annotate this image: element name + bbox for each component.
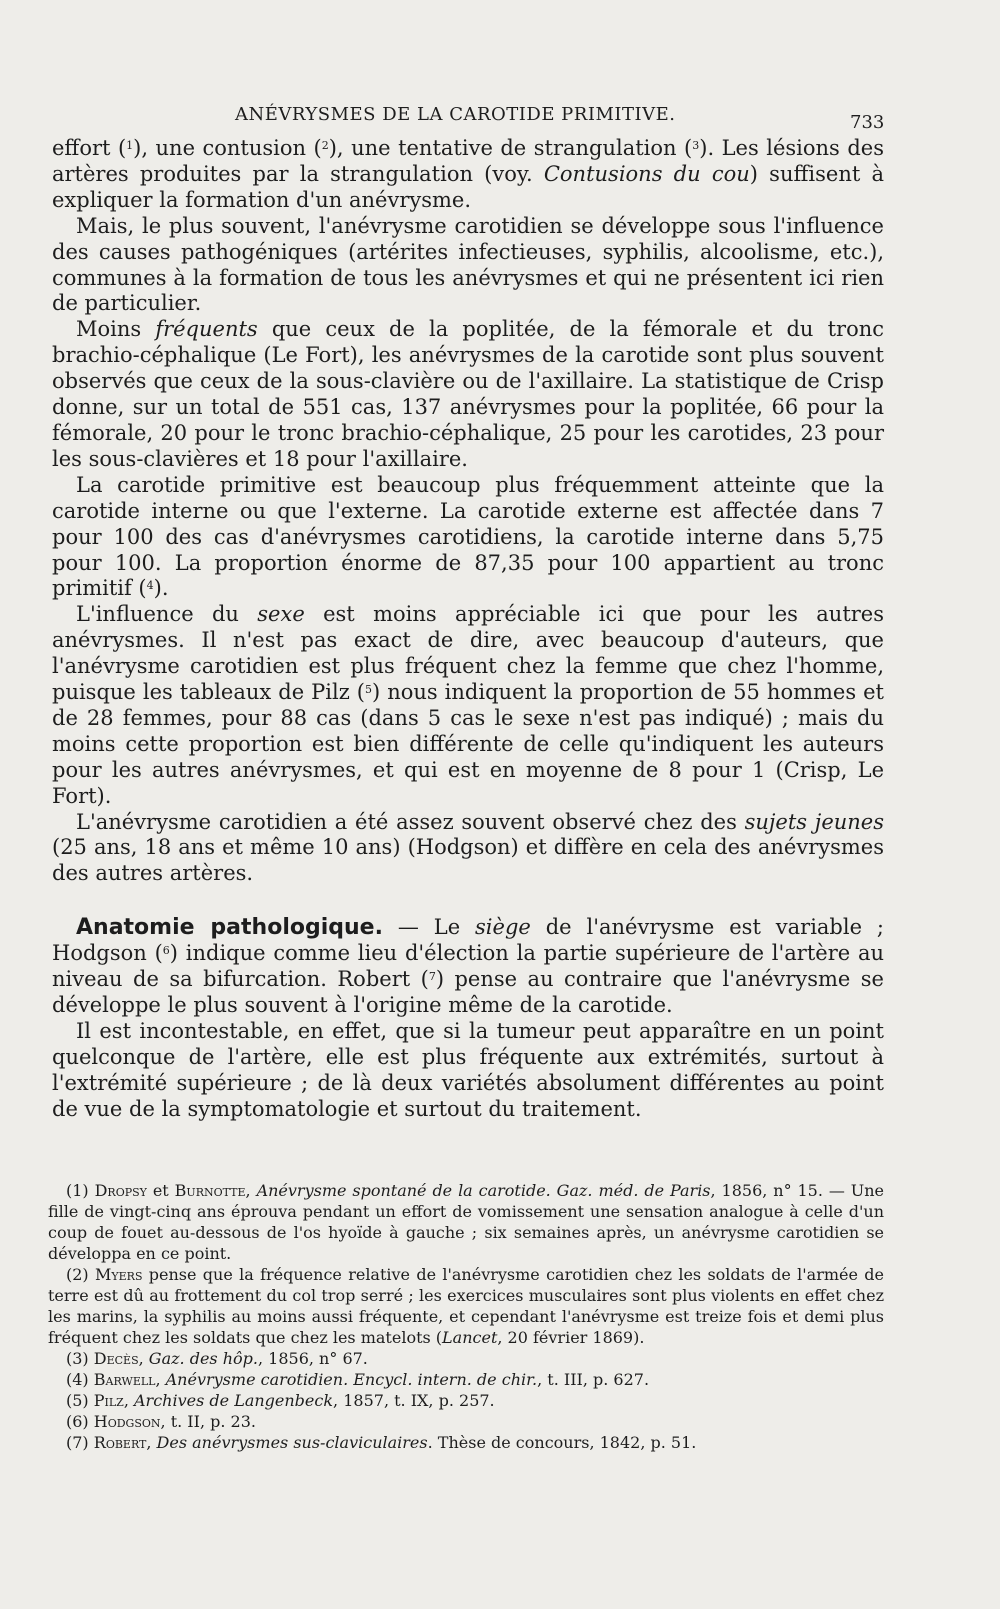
paragraph-2: Mais, le plus souvent, l'anévrysme carotidien se développe sous l'influence des causes pathogéniques (artérites infectieuses, syphilis, alcoolisme, etc.), communes à la formation de tous les anévrysmes et qui ne présentent ici rien de particulier.	[52, 213, 884, 316]
text: ). Les lésions des artères produites par la strangulation (voy.	[52, 136, 884, 186]
author-name: Hodgson	[93, 1412, 161, 1431]
text: ) nous indiquent la proportion de 55 hommes et de 28 femmes, pour 88 cas (dans 5 cas le sexe n'est pas indiqué) ; mais du moins cette proportion est bien différente de celle qu'indiquent les auteurs pour les autres anévrysmes, et qui est en moyenne de 8 pour 1 (Crisp, Le Fort).	[52, 680, 884, 808]
italic-text: Anévrysme carotidien. Encycl. intern. de chir.	[165, 1370, 538, 1389]
author-name: Decès	[93, 1349, 139, 1368]
italic-text: sujets jeunes	[744, 809, 885, 834]
text: ,	[146, 1433, 157, 1452]
footnote-number: (6)	[66, 1412, 89, 1431]
author-name: Barwell	[93, 1370, 156, 1389]
footnote-number: (2)	[66, 1265, 89, 1284]
text: ) suffisent à expliquer la formation d'un anévrysme.	[52, 161, 885, 212]
text: , t. III, p. 627.	[537, 1370, 650, 1389]
footnote-4	[48, 1369, 884, 1390]
footnote-number: (7)	[66, 1433, 89, 1452]
text: ), une tentative de strangulation (	[328, 136, 693, 160]
text: ,	[245, 1181, 257, 1200]
text: La carotide primitive est beaucoup plus fréquemment atteinte que la carotide interne ou que l'externe. La carotide externe est affectée dans 7 pour 100 des cas d'anévrysmes carotidiens, la carotide interne dans 5,75 pour 100. La proportion énorme de 87,35 pour 100 appartient au tronc primitif (	[52, 472, 884, 601]
footnote-ref: 1	[126, 139, 134, 152]
italic-text: Archives de Langenbeck	[134, 1391, 334, 1410]
footnote-ref: 6	[162, 944, 170, 958]
text: et	[146, 1181, 175, 1200]
main-text	[52, 136, 884, 1123]
footnote-number: (3)	[66, 1349, 89, 1368]
author-name: Robert	[93, 1433, 147, 1452]
footnote-6	[48, 1411, 884, 1432]
page-number: 733	[850, 112, 885, 133]
paragraph-5	[52, 602, 884, 809]
text: , 1856, n° 67.	[257, 1349, 368, 1368]
footnote-ref: 7	[428, 970, 436, 984]
footnote-number: (4)	[66, 1370, 89, 1389]
text: de l'anévrysme est variable ; Hodgson (	[52, 915, 884, 966]
footnote-ref: 3	[692, 139, 700, 152]
text: Moins	[76, 317, 156, 342]
author-name: Myers	[94, 1265, 143, 1284]
text: , 1857, t. IX, p. 257.	[333, 1391, 495, 1410]
text: que ceux de la poplitée, de la fémorale et du tronc brachio-céphalique (Le Fort), les anévrysmes de la carotide sont plus souvent observés que ceux de la sous-clavière ou de l'axillaire. La statistique de Crisp donne, sur un total de 551 cas, 137 anévrysmes pour la poplitée, 66 pour la fémorale, 20 pour le tronc brachio-céphalique, 25 pour les carotides, 23 pour les sous-clavières et 18 pour l'axillaire.	[52, 317, 884, 471]
paragraph-6	[52, 810, 884, 888]
text: (25 ans, 18 ans et même 10 ans) (Hodgson) et diffère en cela des anévrysmes des autres artères.	[52, 835, 884, 886]
footnote-ref: 4	[146, 579, 154, 593]
text: ,	[123, 1391, 134, 1410]
paragraph-anatomie	[52, 915, 884, 1019]
text: L'anévrysme carotidien a été assez souvent observé chez des	[76, 809, 745, 834]
text: est moins appréciable ici que pour les autres anévrysmes. Il n'est pas exact de dire, avec beaucoup d'auteurs, que l'anévrysme carotidien est plus fréquent chez la femme que chez l'homme, puisque les tableaux de Pilz (	[52, 602, 885, 705]
text: — Le	[382, 915, 476, 940]
footnote-7	[48, 1432, 884, 1453]
text: pense que la fréquence relative de l'anévrysme carotidien chez les soldats de l'armée de terre est dû au frottement du col trop serré ; les exercices musculaires sont plus violents en effet chez les marins, la syphilis au moins aussi fréquente, et cependant l'anévrysme est treize fois et demi plus fréquent chez les soldats que chez les matelots (	[48, 1265, 884, 1347]
footnote-1	[48, 1180, 884, 1264]
section-heading: Anatomie pathologique.	[76, 915, 383, 941]
author-name: Burnotte	[174, 1181, 246, 1200]
section-gap	[52, 887, 884, 915]
footnote-number: (1)	[66, 1181, 89, 1200]
italic-text: fréquents	[155, 317, 258, 342]
author-name: Dropsy	[94, 1181, 147, 1200]
text: ).	[153, 576, 169, 601]
paragraph-3	[52, 317, 884, 472]
text: . Thèse de concours, 1842, p. 51.	[427, 1433, 697, 1452]
italic-text: Anévrysme spontané de la carotide. Gaz. méd. de Paris	[256, 1181, 711, 1200]
running-title: ANÉVRYSMES DE LA CAROTIDE PRIMITIVE.	[235, 104, 676, 125]
italic-text: Contusions du cou	[543, 161, 750, 186]
text: ,	[138, 1349, 149, 1368]
paragraph-8: Il est incontestable, en effet, que si la tumeur peut apparaître en un point quelconque de l'artère, elle est plus fréquente aux extrémités, surtout à l'extrémité supérieure ; de là deux variétés absolument différentes au point de vue de la symptomatologie et surtout du traitement.	[52, 1018, 884, 1121]
author-name: Pilz	[93, 1391, 124, 1410]
italic-text: sexe	[257, 602, 305, 627]
paragraph-4	[52, 473, 884, 603]
text: ), une contusion (	[133, 136, 322, 160]
footnotes	[48, 1180, 884, 1453]
paragraph-1	[52, 136, 884, 214]
text: ,	[155, 1370, 166, 1389]
italic-text: siège	[475, 915, 531, 940]
footnote-5	[48, 1390, 884, 1411]
italic-text: Gaz. des hôp.	[148, 1349, 258, 1368]
text: effort (	[52, 136, 127, 160]
text: ) indique comme lieu d'élection la partie supérieure de l'artère au niveau de sa bifurcation. Robert (	[52, 941, 885, 992]
text: , 20 février 1869).	[497, 1328, 645, 1347]
footnote-3	[48, 1348, 884, 1369]
italic-text: Des anévrysmes sus-claviculaires	[156, 1433, 428, 1452]
footnote-number: (5)	[66, 1391, 89, 1410]
footnote-ref: 5	[364, 683, 372, 697]
text: , 1856, n° 15. — Une fille de vingt-cinq ans éprouva pendant un effort de vomissement une sensation analogue à celle d'un coup de fouet au-dessous de l'os hyoïde à gauche ; six semaines après, un anévrysme carotidien se développa en ce point.	[48, 1181, 885, 1263]
italic-text: Lancet	[442, 1328, 498, 1347]
footnote-2	[48, 1264, 884, 1348]
text: L'influence du	[76, 602, 258, 627]
text: , t. II, p. 23.	[160, 1412, 256, 1431]
text: ) pense au contraire que l'anévrysme se développe le plus souvent à l'origine même de la carotide.	[52, 967, 884, 1017]
footnote-ref: 2	[321, 139, 329, 152]
